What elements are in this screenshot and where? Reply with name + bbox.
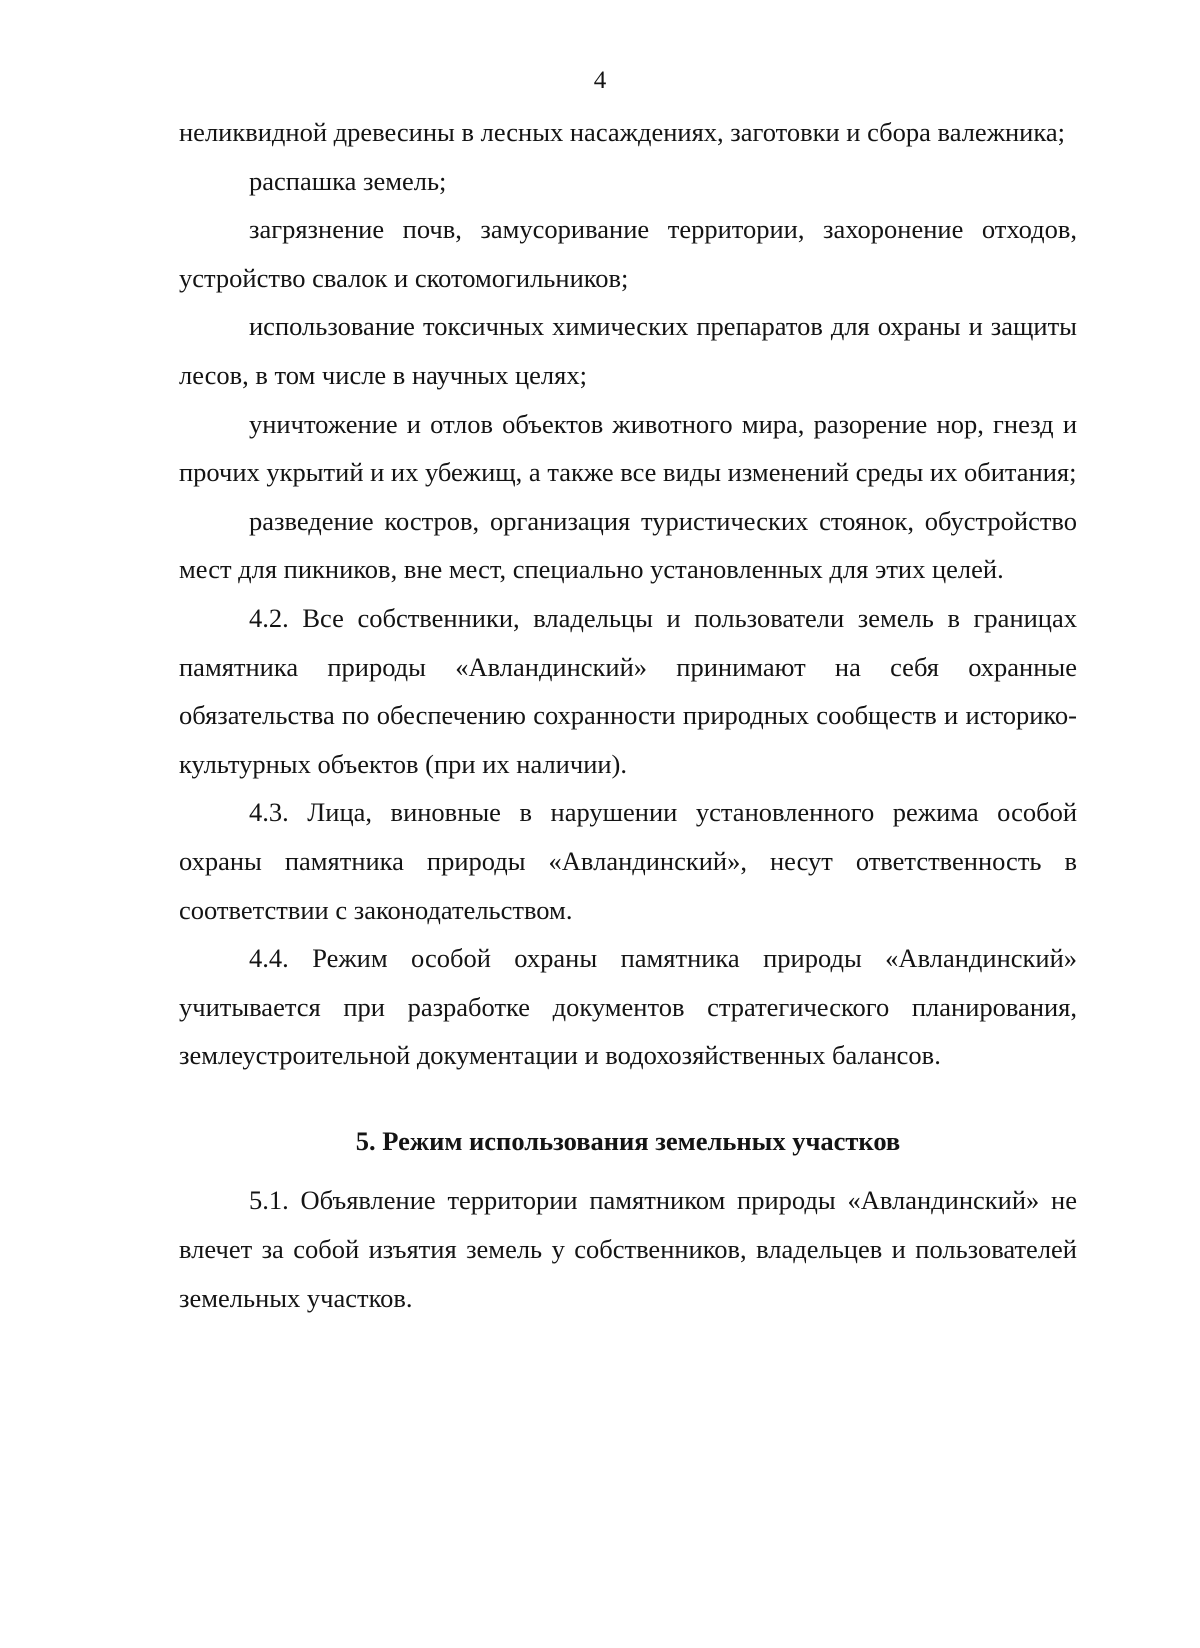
paragraph-continued-wood-removal: неликвидной древесины в лесных насаждениях, заготовки и сбора валежника;	[179, 117, 1065, 147]
paragraph-plowing: распашка земель;	[249, 165, 447, 196]
paragraph-wildlife-destruction: уничтожение и отлов объектов животного мира, разорение нор, гнезд и прочих укрытий и их убежищ, а также все виды изменений среды их обитания;	[179, 408, 1077, 488]
paragraph-soil-pollution: загрязнение почв, замусоривание территории, захоронение отходов, устройство свалок и скотомогильников;	[179, 214, 1077, 293]
paragraph-toxic-chemicals: использование токсичных химических препаратов для охраны и защиты лесов, в том числе в научных целях;	[179, 311, 1077, 390]
document-body	[179, 108, 1077, 1322]
paragraph-campfires: разведение костров, организация туристических стоянок, обустройство мест для пикников, вне мест, специально установленных для этих целей.	[179, 505, 1077, 585]
section-5-heading: 5. Режим использования земельных участков	[355, 1125, 901, 1156]
paragraph-4-4: 4.4. Режим особой охраны памятника природы «Авландинский» учитывается при разработке документов стратегического планирования, землеустроительной документации и водохозяйственных балансов.	[179, 943, 1077, 1071]
page-number: 4	[593, 67, 607, 94]
paragraph-4-2: 4.2. Все собственники, владельцы и пользователи земель в границах памятника природы «Авландинский» принимают на себя охранные обязательства по обеспечению сохранности природных сообществ и историко-культурных объектов (при их наличии).	[179, 602, 1077, 779]
paragraph-4-3: 4.3. Лица, виновные в нарушении установленного режима особой охраны памятника природы «Авландинский», несут ответственность в соответствии с законодательством.	[179, 797, 1077, 925]
paragraph-5-1: 5.1. Объявление территории памятником природы «Авландинский» не влечет за собой изъятия земель у собственников, владельцев и пользователей земельных участков.	[179, 1185, 1077, 1313]
